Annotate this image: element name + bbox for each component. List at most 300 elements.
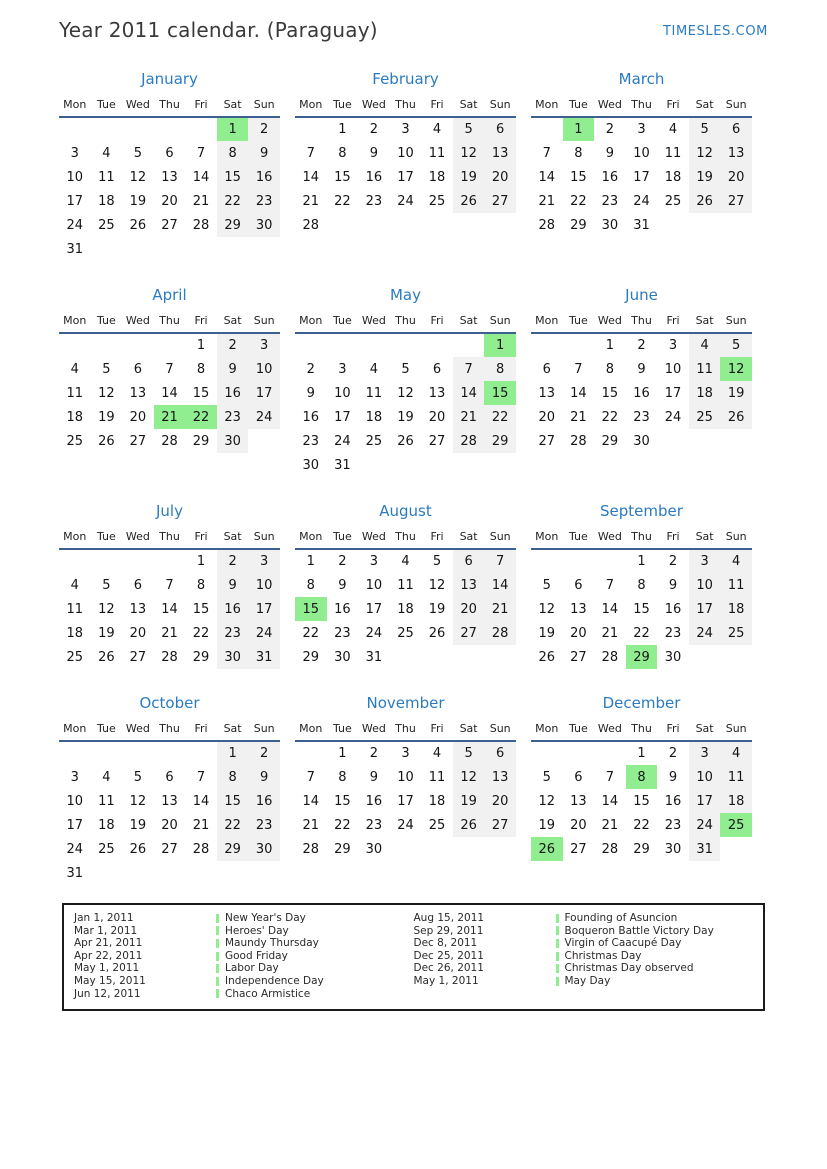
day-cell: 22 [633,817,650,833]
day-cell: 8 [196,361,206,377]
weekday-mon: Mon [63,722,87,735]
day-cell: 8 [217,141,249,165]
month-april [59,286,280,453]
day-cell: 3 [338,361,347,377]
month-title[interactable]: April [152,286,187,304]
holiday-marker [556,914,559,923]
day-cell: 4 [720,741,752,765]
day-cell: 14 [601,601,619,617]
holiday-date: Dec 25, 2011 [413,949,484,962]
weekday-wed: Wed [597,314,622,327]
holiday-row [74,925,414,938]
day-cell: 17 [248,381,280,405]
month-title[interactable]: October [139,694,200,712]
month-january [59,70,280,261]
day-cell: 25 [98,841,115,857]
empty-cell [91,549,123,573]
day-cell: 2 [668,554,678,569]
day-cell: 31 [334,457,351,473]
day-cell: 5 [453,117,485,141]
holiday-marker [216,926,219,935]
day-cell: 16 [633,385,650,401]
day-cell: 3 [401,746,410,761]
day-cell: 16 [365,169,383,185]
day-cell: 17 [689,597,721,621]
holiday-date: Mar 1, 2011 [74,924,138,937]
holiday-date: Jun 12, 2011 [74,987,141,1000]
weekday-tue: Tue [332,722,352,735]
day-cell: 5 [453,741,485,765]
day-cell: 31 [66,241,84,257]
day-cell: 30 [365,841,383,857]
day-cell: 6 [542,361,551,377]
empty-cell [122,117,154,141]
day-cell: 20 [129,625,147,641]
day-cell: 19 [538,817,556,833]
month-august [295,502,516,669]
holiday-legend [62,903,765,1011]
day-cell: 22 [217,189,249,213]
day-cell: 14 [538,169,556,185]
day-cell: 17 [66,817,84,833]
day-cell: 23 [248,813,280,837]
holiday-name [216,988,310,1001]
day-cell: 6 [432,361,442,377]
day-cell: 29 [601,433,619,449]
day-cell: 27 [538,433,556,449]
day-cell: 9 [248,141,280,165]
day-cell: 22 [185,405,217,429]
day-cell: 12 [428,577,446,593]
day-cell: 5 [720,333,752,357]
day-cell: 6 [165,769,174,785]
calendar-grid [59,70,827,885]
day-cell: 29 [570,217,587,233]
day-cell: 17 [664,385,682,401]
day-cell: 15 [217,165,249,189]
holiday-name-text: Boqueron Battle Victory Day [564,924,714,937]
day-cell: 21 [154,405,186,429]
weekday-wed: Wed [597,530,622,543]
day-cell: 1 [484,333,516,357]
empty-cell [453,837,485,861]
day-cell: 26 [428,625,446,641]
day-cell: 20 [720,165,752,189]
day-cell: 14 [161,601,178,617]
weekday-sun: Sun [489,314,511,327]
day-cell: 5 [401,361,410,377]
empty-cell [59,741,91,765]
day-cell: 7 [196,769,206,785]
weekday-mon: Mon [299,722,323,735]
day-cell: 5 [432,554,442,569]
day-cell: 11 [66,385,84,401]
holiday-name-text: May Day [564,974,611,987]
site-link[interactable]: TIMESLES.COM [662,24,768,39]
weekday-sat: Sat [223,98,242,111]
day-cell: 23 [365,193,383,209]
holiday-name-text: Virgin of Caacupé Day [564,937,682,950]
day-cell: 13 [129,601,147,617]
day-cell: 13 [570,793,587,809]
day-cell: 21 [161,625,178,641]
holiday-name-text: Maundy Thursday [225,937,319,950]
day-cell: 27 [129,649,147,665]
empty-cell [484,645,516,669]
day-cell: 10 [66,793,84,809]
month-title[interactable]: March [618,70,665,88]
weekday-tue: Tue [332,530,352,543]
day-cell: 29 [334,841,351,857]
day-cell: 12 [129,169,147,185]
day-cell: 15 [570,169,587,185]
weekday-sat: Sat [459,98,478,111]
day-cell: 19 [453,165,485,189]
weekday-wed: Wed [125,314,150,327]
day-cell: 14 [302,169,320,185]
day-cell: 19 [720,381,752,405]
weekday-sat: Sat [223,722,242,735]
month-table [531,527,752,669]
day-cell: 2 [668,746,678,761]
holiday-date: Apr 22, 2011 [74,949,143,962]
day-cell: 19 [689,165,721,189]
day-cell: 25 [428,817,446,833]
day-cell: 8 [484,357,516,381]
day-cell: 28 [538,217,556,233]
day-cell: 3 [369,554,379,569]
day-cell: 1 [306,554,315,569]
day-cell: 4 [432,122,442,137]
day-cell: 5 [542,577,551,593]
holiday-name [556,925,714,938]
weekday-fri: Fri [430,98,444,111]
day-cell: 24 [689,813,721,837]
weekday-thu: Thu [631,314,652,327]
day-cell: 12 [98,601,115,617]
day-cell: 31 [365,649,383,665]
holiday-row [74,975,414,988]
day-cell: 2 [637,338,646,353]
day-cell: 7 [605,577,615,593]
weekday-wed: Wed [361,530,386,543]
day-cell: 11 [66,601,84,617]
day-cell: 23 [334,625,351,641]
weekday-mon: Mon [535,98,559,111]
holiday-marker [556,939,559,948]
day-cell: 16 [334,601,351,617]
day-cell: 18 [397,601,414,617]
day-cell: 15 [633,793,650,809]
day-cell: 12 [453,141,485,165]
weekday-mon: Mon [535,530,559,543]
day-cell: 30 [664,649,682,665]
day-cell: 23 [365,817,383,833]
day-cell: 22 [302,625,320,641]
day-cell: 18 [66,409,84,425]
holiday-date: May 1, 2011 [74,962,140,975]
day-cell: 25 [98,217,115,233]
day-cell: 6 [133,361,143,377]
month-title[interactable]: December [602,694,681,712]
day-cell: 1 [563,117,595,141]
day-cell: 15 [601,385,619,401]
day-cell: 23 [664,625,682,641]
day-cell: 23 [217,621,249,645]
weekday-mon: Mon [63,314,87,327]
holiday-name [556,950,642,963]
empty-cell [122,861,154,885]
day-cell: 20 [484,165,516,189]
day-cell: 7 [306,145,315,161]
weekday-fri: Fri [430,314,444,327]
day-cell: 20 [570,625,587,641]
day-cell: 21 [570,409,587,425]
day-cell: 1 [196,554,206,569]
holiday-marker [216,977,219,986]
day-cell: 28 [161,433,178,449]
day-cell: 15 [334,793,351,809]
weekday-wed: Wed [125,722,150,735]
empty-cell [390,837,422,861]
empty-cell [154,237,186,261]
day-cell: 8 [217,765,249,789]
legend-column [414,912,754,1000]
holiday-marker [556,952,559,961]
weekday-sun: Sun [725,530,747,543]
day-cell: 17 [633,169,650,185]
day-cell: 10 [334,385,351,401]
day-cell: 13 [570,601,587,617]
weekday-sat: Sat [459,314,478,327]
holiday-name-text: Chaco Armistice [225,987,311,1000]
month-table [59,527,280,669]
day-cell: 6 [133,577,143,593]
day-cell: 17 [397,793,414,809]
weekday-tue: Tue [96,722,116,735]
empty-cell [657,213,689,237]
empty-cell [453,333,485,357]
day-cell: 29 [484,429,516,453]
empty-cell [122,333,154,357]
holiday-name [216,975,324,988]
holiday-marker [216,939,219,948]
day-cell: 26 [453,189,485,213]
day-cell: 17 [365,601,383,617]
empty-cell [91,237,123,261]
month-title[interactable]: November [366,694,445,712]
empty-cell [122,237,154,261]
day-cell: 10 [633,145,650,161]
weekday-mon: Mon [299,98,323,111]
empty-cell [390,645,422,669]
day-cell: 3 [689,741,721,765]
day-cell: 1 [217,117,249,141]
day-cell: 10 [397,769,414,785]
empty-cell [154,861,186,885]
weekday-thu: Thu [631,98,652,111]
day-cell: 2 [217,549,249,573]
empty-cell [358,453,390,477]
day-cell: 24 [664,409,682,425]
day-cell: 4 [401,554,410,569]
weekday-tue: Tue [332,314,352,327]
day-cell: 18 [98,193,115,209]
weekday-sat: Sat [695,722,714,735]
empty-cell [720,645,752,669]
day-cell: 25 [397,625,414,641]
day-cell: 27 [484,813,516,837]
day-cell: 27 [161,217,178,233]
day-cell: 18 [66,625,84,641]
day-cell: 11 [664,145,682,161]
month-title[interactable]: January [141,70,198,88]
page-title: Year 2011 calendar. (Paraguay) [59,18,378,42]
month-table [59,311,280,453]
day-cell: 11 [397,577,414,593]
month-title[interactable]: July [156,502,183,520]
day-cell: 15 [633,601,650,617]
day-cell: 11 [365,385,383,401]
day-cell: 26 [531,837,563,861]
weekday-sun: Sun [253,98,275,111]
weekday-sat: Sat [695,314,714,327]
weekday-tue: Tue [332,98,352,111]
month-title[interactable]: May [389,286,421,304]
day-cell: 25 [664,193,682,209]
day-cell: 26 [538,649,556,665]
day-cell: 25 [720,813,752,837]
weekday-fri: Fri [194,314,208,327]
day-cell: 7 [196,145,206,161]
holiday-row [74,912,414,925]
day-cell: 10 [664,361,682,377]
day-cell: 22 [484,405,516,429]
day-cell: 18 [428,793,446,809]
day-cell: 3 [668,338,678,353]
day-cell: 22 [334,817,351,833]
holiday-date: May 15, 2011 [74,974,146,987]
day-cell: 2 [217,333,249,357]
day-cell: 12 [538,793,556,809]
day-cell: 3 [70,769,79,785]
day-cell: 11 [98,169,115,185]
day-cell: 21 [538,193,556,209]
day-cell: 4 [668,122,678,137]
day-cell: 26 [720,405,752,429]
day-cell: 30 [664,841,682,857]
day-cell: 30 [217,645,249,669]
month-title[interactable]: February [372,70,439,88]
month-table [531,311,752,453]
day-cell: 28 [302,841,320,857]
day-cell: 10 [248,573,280,597]
day-cell: 29 [633,841,650,857]
weekday-fri: Fri [430,530,444,543]
day-cell: 9 [668,577,678,593]
day-cell: 13 [129,385,147,401]
day-cell: 17 [334,409,351,425]
day-cell: 27 [484,189,516,213]
day-cell: 23 [601,193,619,209]
day-cell: 2 [306,361,315,377]
day-cell: 24 [248,405,280,429]
holiday-name-text: Heroes' Day [225,924,289,937]
empty-cell [59,117,91,141]
holiday-marker [556,926,559,935]
day-cell: 22 [217,813,249,837]
holiday-row [74,950,414,963]
weekday-thu: Thu [631,722,652,735]
day-cell: 28 [453,429,485,453]
empty-cell [531,117,563,141]
day-cell: 15 [217,789,249,813]
day-cell: 24 [633,193,650,209]
empty-cell [327,333,359,357]
day-cell: 7 [484,549,516,573]
day-cell: 4 [70,577,79,593]
holiday-name-text: Good Friday [225,949,288,962]
day-cell: 2 [605,122,615,137]
empty-cell [563,741,595,765]
month-title[interactable]: August [379,502,432,520]
weekday-thu: Thu [159,530,180,543]
day-cell: 13 [161,169,178,185]
weekday-fri: Fri [430,722,444,735]
empty-cell [390,453,422,477]
weekday-sun: Sun [489,530,511,543]
day-cell: 29 [192,649,210,665]
empty-cell [689,645,721,669]
day-cell: 31 [66,865,84,881]
day-cell: 30 [302,457,320,473]
day-cell: 21 [453,405,485,429]
empty-cell [453,453,485,477]
month-title[interactable]: September [600,502,683,520]
holiday-row [414,937,754,950]
day-cell: 16 [601,169,619,185]
day-cell: 1 [338,122,347,137]
month-table [531,719,752,861]
weekday-fri: Fri [666,530,680,543]
empty-cell [358,333,390,357]
day-cell: 11 [689,357,721,381]
month-june [531,286,752,453]
day-cell: 28 [161,649,178,665]
empty-cell [185,741,217,765]
day-cell: 17 [689,789,721,813]
day-cell: 5 [542,769,551,785]
day-cell: 27 [428,433,446,449]
day-cell: 9 [369,145,379,161]
day-cell: 6 [165,145,174,161]
weekday-sun: Sun [253,314,275,327]
day-cell: 29 [217,837,249,861]
day-cell: 27 [453,621,485,645]
holiday-name-text: New Year's Day [225,912,306,924]
day-cell: 2 [248,117,280,141]
day-cell: 1 [338,746,347,761]
day-cell: 10 [248,357,280,381]
day-cell: 6 [574,577,583,593]
month-table [295,719,516,861]
day-cell: 30 [601,217,619,233]
weekday-sat: Sat [223,314,242,327]
holiday-date: Dec 8, 2011 [413,937,478,950]
day-cell: 31 [248,645,280,669]
day-cell: 28 [192,217,210,233]
month-title[interactable]: June [625,286,658,304]
